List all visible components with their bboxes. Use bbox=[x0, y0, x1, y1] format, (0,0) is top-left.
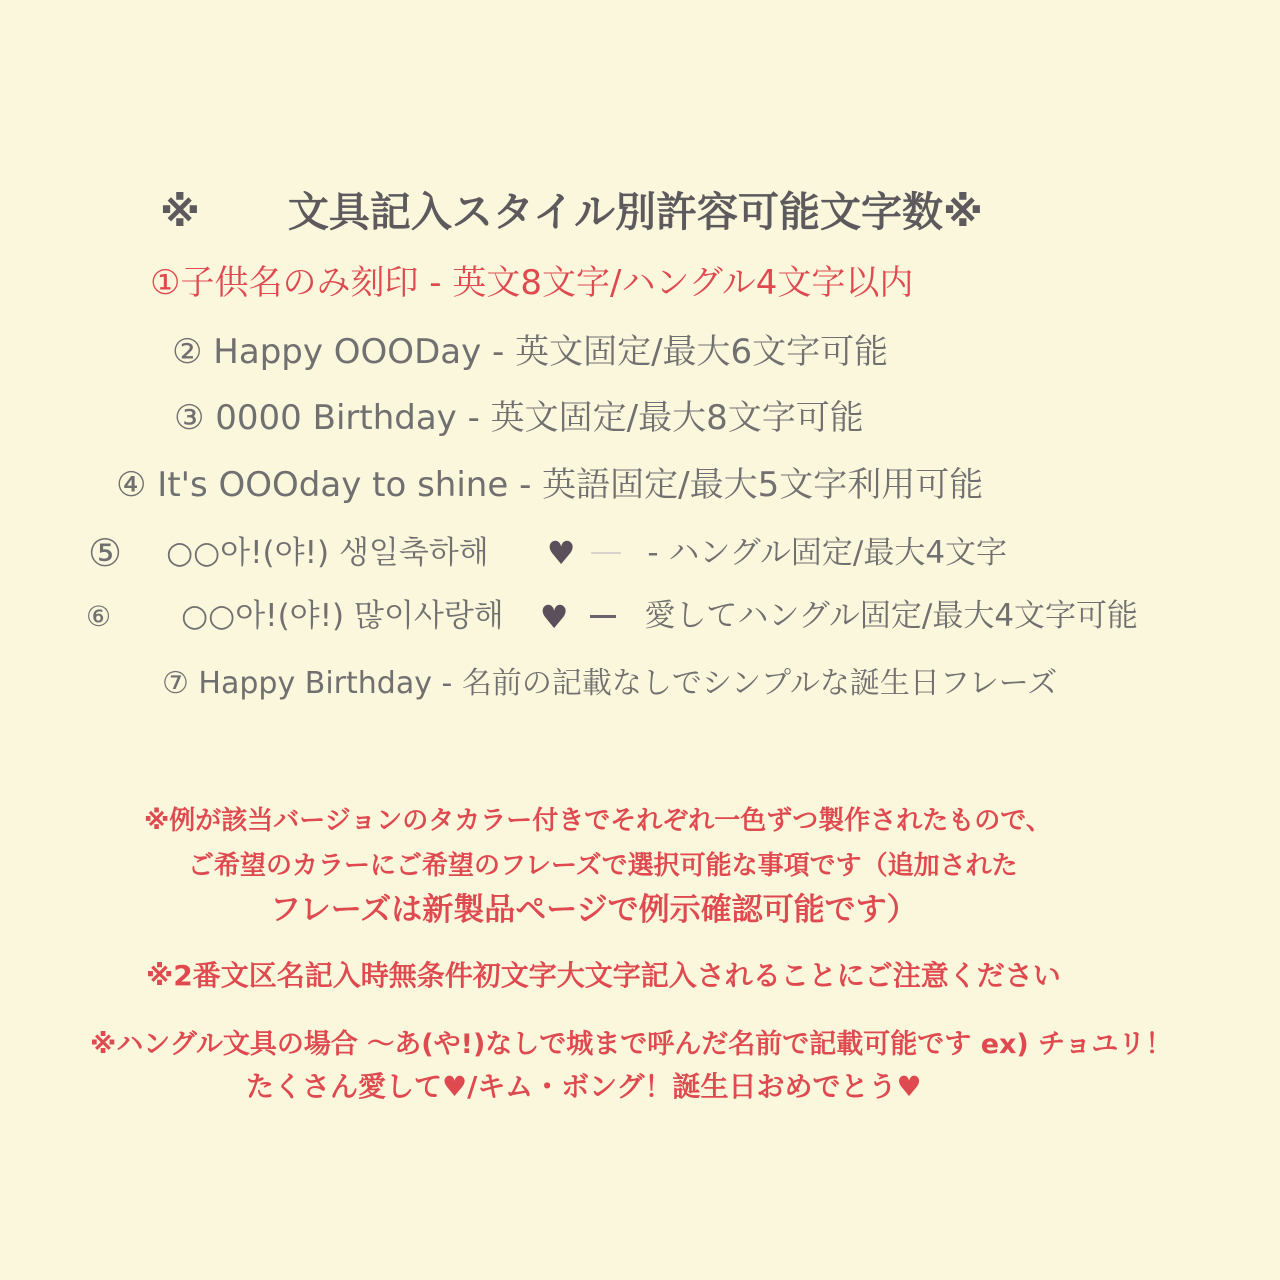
page-title bbox=[160, 188, 983, 236]
note-hangul-example-cont bbox=[246, 1070, 922, 1103]
note-color-line-2: ご希望のカラーにご希望のフレーズで選択可能な事項です（追加された bbox=[188, 851, 1018, 881]
style-line-7: ⑦ Happy Birthday - 名前の記載なしでシンプルな誕生日フレーズ bbox=[162, 666, 1058, 701]
heart-icon: ♥ bbox=[896, 1070, 922, 1103]
style-line-6-number: ⑥ bbox=[86, 599, 112, 633]
heart-icon: ♥ bbox=[539, 597, 569, 636]
heart-icon: ♥ bbox=[546, 534, 576, 572]
dash-divider bbox=[591, 552, 621, 554]
style-line-6-korean: ○○아!(야!) 많이사랑해 bbox=[181, 598, 504, 634]
note-color-line-3: フレーズは新製品ページで例示確認可能です） bbox=[270, 892, 918, 928]
style-line-2: ② Happy OOODay - 英文固定/最大6文字可能 bbox=[172, 332, 889, 372]
note-capitalization: ※2番文区名記入時無条件初文字大文字記入されることにご注意ください bbox=[146, 959, 1061, 992]
style-line-6-desc: 愛してハングル固定/最大4文字可能 bbox=[644, 598, 1139, 634]
style-line-6 bbox=[86, 597, 1139, 636]
dash-divider bbox=[590, 615, 616, 618]
style-line-5-number: ⑤ bbox=[88, 531, 123, 575]
style-line-1: ①子供名のみ刻印 - 英文8文字/ハングル4文字以内 bbox=[150, 263, 914, 303]
style-line-5 bbox=[88, 531, 1008, 575]
title-reference-mark: ※ bbox=[160, 188, 200, 236]
style-line-5-korean: ○○아!(야!) 생일축하해 bbox=[166, 534, 489, 571]
style-line-3: ③ 0000 Birthday - 英文固定/最大8文字可能 bbox=[174, 398, 864, 438]
style-line-5-desc: - ハングル固定/最大4文字 bbox=[647, 534, 1008, 571]
heart-icon: ♥ bbox=[442, 1070, 468, 1103]
note-color-line-1: ※例が該当バージョンのタカラー付きでそれぞれ一色ずつ製作されたもので、 bbox=[144, 806, 1052, 836]
example-text-a: たくさん愛して bbox=[246, 1070, 443, 1103]
style-line-4: ④ It's OOOday to shine - 英語固定/最大5文字利用可能 bbox=[116, 465, 984, 505]
example-text-b: /キム・ボング！誕生日おめでとう bbox=[467, 1070, 897, 1103]
note-hangul-example: ※ハングル文具の場合 ～あ(や!)なしで城まで呼んだ名前で記載可能です ex) チョユリ！ bbox=[90, 1029, 1173, 1060]
title-text: 文具記入スタイル別許容可能文字数※ bbox=[287, 188, 983, 236]
